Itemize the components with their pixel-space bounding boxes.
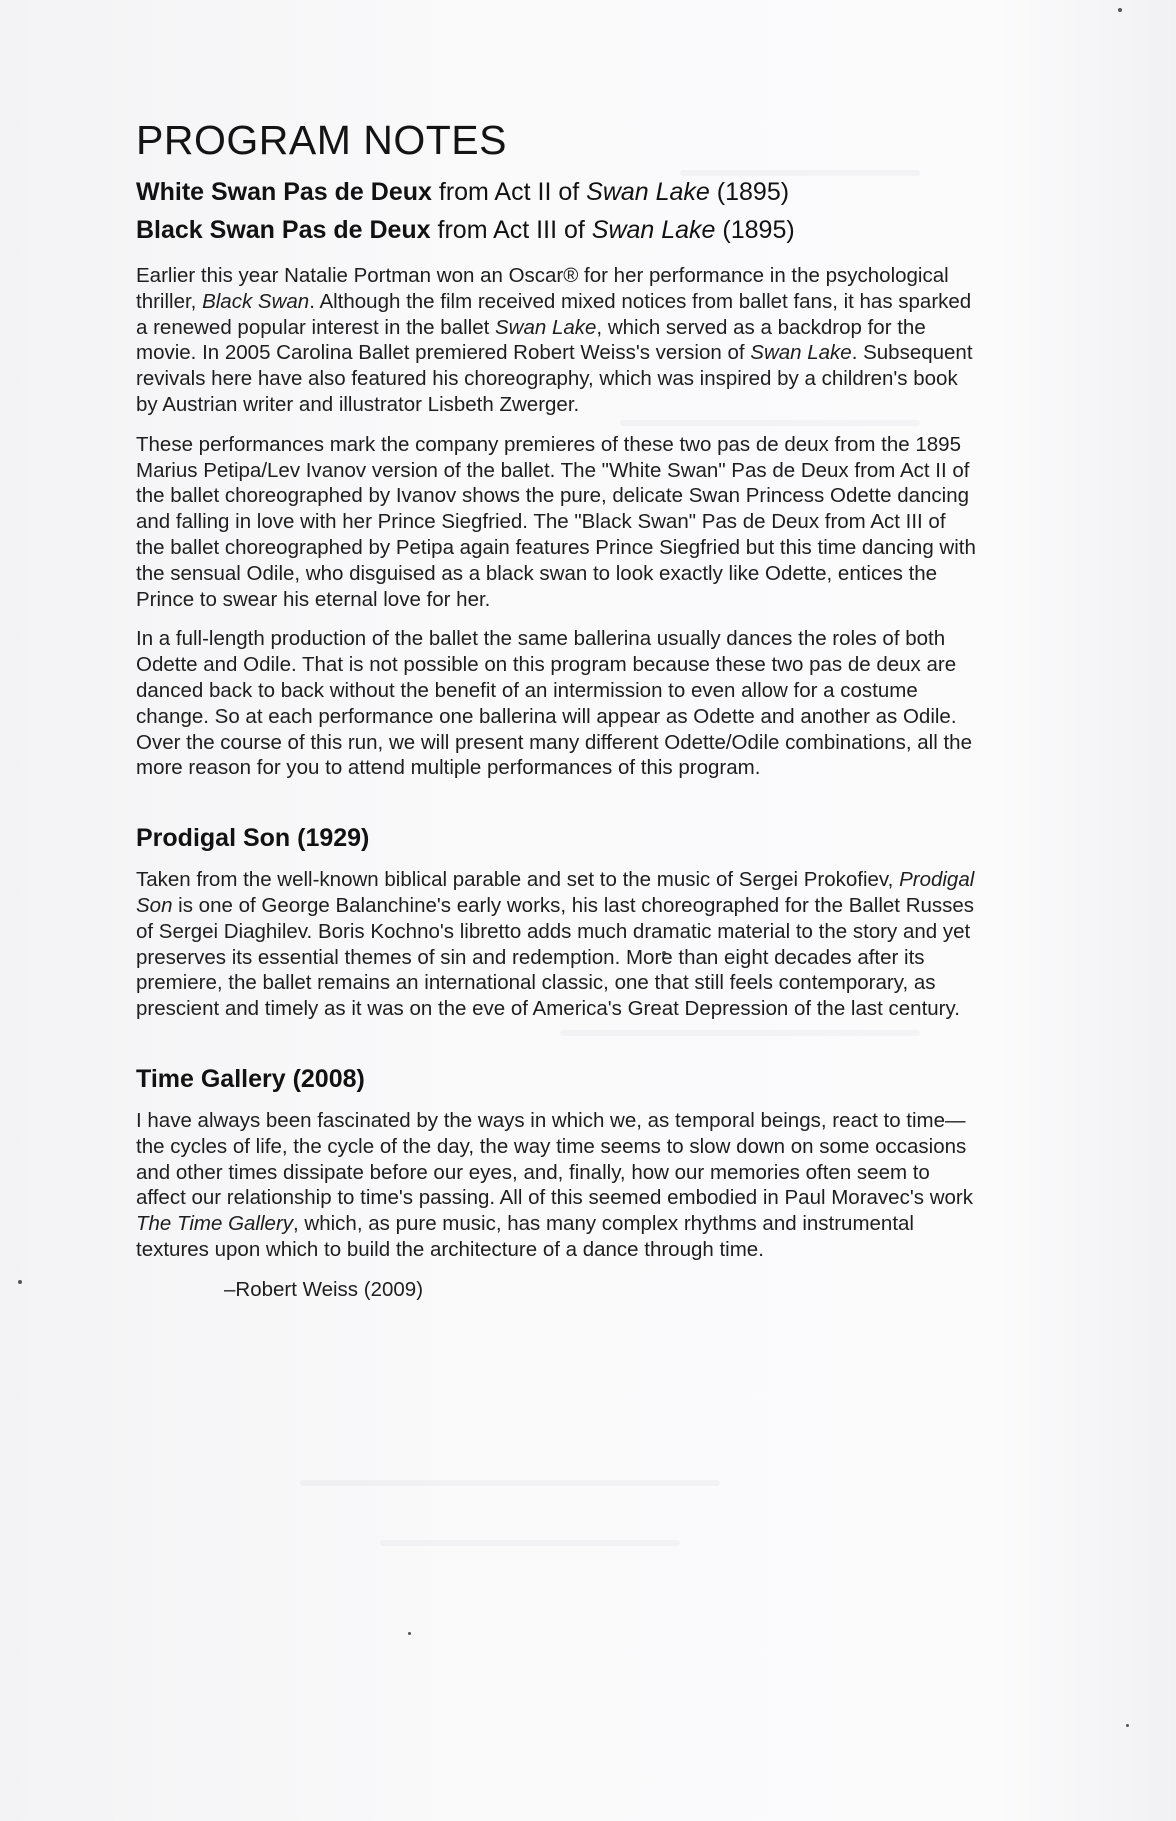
prodigal-son-paragraph: [136, 867, 976, 1022]
text-run: Taken from the well-known biblical parable and set to the music of Sergei Prokofiev,: [136, 868, 900, 892]
black-swan-source: from Act III of: [430, 216, 592, 245]
text-run: Earlier this year Natalie Portman won an Oscar® for her performance in the psychological thriller,: [136, 264, 949, 313]
time-gallery-heading: Time Gallery (2008): [136, 1065, 365, 1094]
program-notes-content: [136, 118, 976, 1303]
page-title: PROGRAM NOTES: [136, 117, 507, 163]
text-run: , which served as a backdrop for the movie. In 2005 Carolina Ballet premiered Robert Weiss's version of: [136, 315, 926, 365]
black-swan-title: Black Swan Pas de Deux: [136, 216, 431, 245]
bleed-through-text: [300, 1480, 720, 1486]
signature: –Robert Weiss (2009): [224, 1277, 424, 1301]
text-run: . Subsequent revivals here have also featured his choreography, which was inspired by a children's book by Austrian writer and illustrator Lisbeth Zwerger.: [136, 341, 973, 417]
paper-speck: [1118, 8, 1122, 12]
ballet-title: Swan Lake: [494, 315, 597, 339]
white-swan-title: White Swan Pas de Deux: [136, 178, 432, 207]
black-swan-ballet: Swan Lake: [591, 216, 716, 245]
time-gallery-paragraph: [136, 1108, 976, 1263]
white-swan-year: (1895): [709, 178, 790, 207]
text-run: , which, as pure music, has many complex rhythms and instrumental textures upon which to build the architecture of a dance through time.: [136, 1212, 914, 1261]
paper-speck: [18, 1280, 22, 1284]
swan-paragraph-2: These performances mark the company premieres of these two pas de deux from the 1895 Marius Petipa/Lev Ivanov version of the ballet. The "White Swan" Pas de Deux from Act II of the ballet choreographed by Ivanov shows the pure, delicate Swan Princess Odette dancing and falling in love with her Prince Siegfried. The "Black Swan" Pas de Deux from Act III of the ballet choreographed by Petipa again features Prince Siegfried but this time dancing with the sensual Odile, who disguised as a black swan to look exactly like Odette, entices the Prince to swear his eternal love for her.: [136, 432, 976, 611]
paper-speck: [1126, 1724, 1129, 1727]
white-swan-ballet: Swan Lake: [586, 178, 710, 207]
black-swan-year: (1895): [715, 216, 795, 245]
ballet-title: Prodigal Son: [136, 868, 975, 918]
music-title: The Time Gallery: [136, 1212, 294, 1236]
black-swan-heading: [136, 215, 976, 245]
text-run: I have always been fascinated by the ways in which we, as temporal beings, react to time—the cycles of life, the cycle of the day, the way time seems to slow down on some occasions and other times dissipate before our eyes, and, finally, how our memories often seem to affect our relationship to time's passing. All of this seemed embodied in Paul Moravec's work: [136, 1109, 973, 1210]
film-title: Black Swan: [202, 289, 310, 313]
prodigal-son-heading: Prodigal Son (1929): [136, 824, 370, 853]
swan-paragraph-1: [136, 263, 976, 418]
white-swan-heading: [136, 177, 976, 207]
bleed-through-text: [380, 1540, 680, 1546]
ballet-title: Swan Lake: [750, 341, 852, 365]
paper-speck: [408, 1632, 411, 1635]
text-run: . Although the film received mixed notices from ballet fans, it has sparked a renewed popular interest in the ballet: [136, 289, 972, 339]
text-run: is one of George Balanchine's early works, his last choreographed for the Ballet Russes of Sergei Diaghilev. Boris Kochno's libretto adds much dramatic material to the story and yet preserves its essential themes of sin and redemption. More than eight decades after its premiere, the ballet remains an international classic, one that still feels contemporary, as prescient and timely as it was on the eve of America's Great Depression of the last century.: [136, 894, 975, 1021]
white-swan-source: from Act II of: [431, 178, 587, 207]
swan-paragraph-3: In a full-length production of the ballet the same ballerina usually dances the roles of both Odette and Odile. That is not possible on this program because these two pas de deux are danced back to back without the benefit of an intermission to even allow for a costume change. So at each performance one ballerina will appear as Odette and another as Odile. Over the course of this run, we will present many different Odette/Odile combinations, all the more reason for you to attend multiple performances of this program.: [136, 627, 972, 780]
